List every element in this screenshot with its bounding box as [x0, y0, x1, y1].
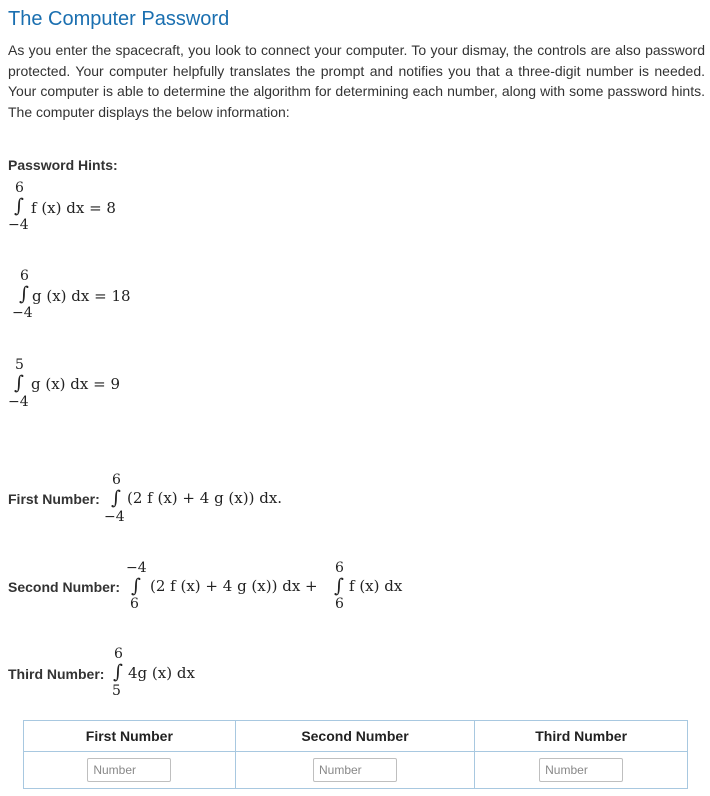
hint-1-lower-limit: −4	[8, 217, 29, 233]
second-number-input[interactable]	[313, 758, 397, 782]
hint-2-expression: g (x) dx = 18	[32, 287, 131, 305]
integral-sign-icon: ∫	[19, 283, 29, 305]
third-number-input[interactable]	[539, 758, 623, 782]
second-number-label: Second Number:	[8, 579, 121, 595]
second-number-cell	[235, 752, 475, 789]
hint-3-lower-limit: −4	[8, 394, 29, 410]
hints-heading: Password Hints:	[8, 157, 118, 173]
intro-paragraph: As you enter the spacecraft, you look to connect your computer. To your dismay, the controls are also password protected. Your computer helpfully translates the prompt and notifies you that a three-digit number is needed. Your computer is able to determine the algorithm for determining each number, along with some password hints. The computer displays the below information:	[8, 42, 705, 120]
third-number-cell	[475, 752, 688, 789]
second-lower-limit-2: 6	[335, 596, 344, 612]
hint-3-upper-limit: 5	[15, 357, 24, 373]
first-number-label: First Number:	[8, 491, 100, 507]
second-lower-limit-1: 6	[130, 596, 139, 612]
third-upper-limit: 6	[114, 646, 123, 662]
third-number-expression: 4g (x) dx	[128, 664, 195, 682]
second-upper-limit-2: 6	[335, 560, 344, 576]
first-upper-limit: 6	[112, 472, 121, 488]
second-number-expression-2: f (x) dx	[349, 577, 403, 595]
third-number-header: Third Number	[475, 721, 688, 752]
first-lower-limit: −4	[104, 509, 125, 525]
hint-3-expression: g (x) dx = 9	[31, 375, 121, 393]
third-number-label: Third Number:	[8, 666, 105, 682]
first-number-input[interactable]	[87, 758, 171, 782]
hint-2-upper-limit: 6	[20, 268, 29, 284]
second-number-header: Second Number	[235, 721, 475, 752]
hint-1-upper-limit: 6	[15, 180, 24, 196]
second-number-expression-1: (2 f (x) + 4 g (x)) dx +	[150, 577, 318, 595]
table-header-row	[24, 721, 688, 752]
hint-1-expression: f (x) dx = 8	[31, 199, 116, 217]
integral-sign-icon: ∫	[334, 575, 344, 597]
page-title: The Computer Password	[8, 8, 230, 30]
third-lower-limit: 5	[112, 683, 121, 699]
table-row	[24, 752, 688, 789]
second-upper-limit-1: −4	[126, 560, 147, 576]
hint-2-lower-limit: −4	[12, 305, 33, 321]
first-number-header: First Number	[24, 721, 236, 752]
integral-sign-icon: ∫	[131, 575, 141, 597]
integral-sign-icon: ∫	[14, 372, 24, 394]
integral-sign-icon: ∫	[14, 195, 24, 217]
answer-table	[23, 720, 688, 789]
first-number-expression: (2 f (x) + 4 g (x)) dx.	[127, 489, 283, 507]
integral-sign-icon: ∫	[111, 487, 121, 509]
first-number-cell	[24, 752, 236, 789]
integral-sign-icon: ∫	[113, 661, 123, 683]
